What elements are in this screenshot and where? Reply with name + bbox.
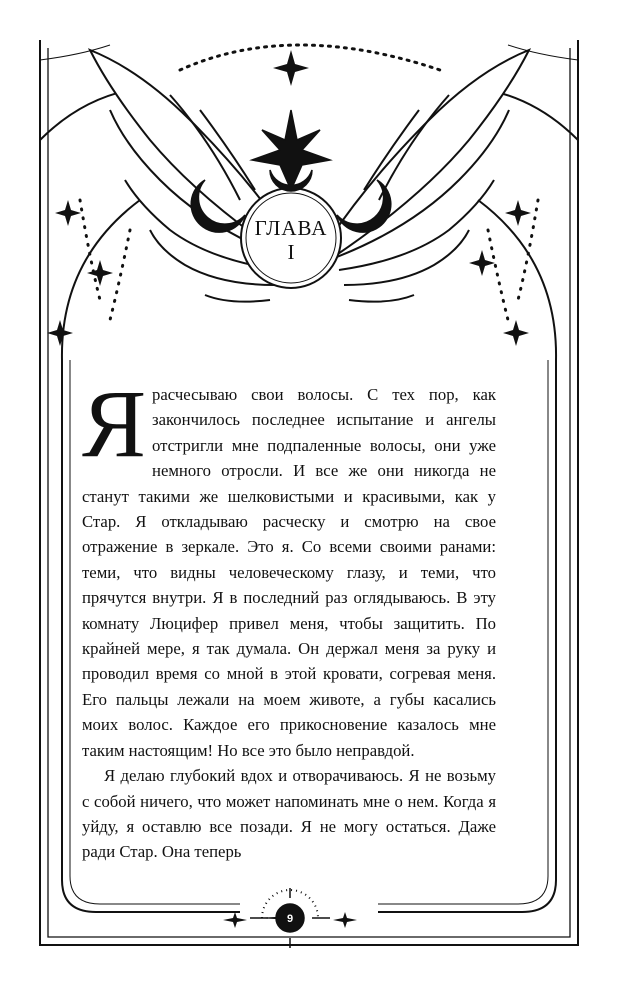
chapter-number: I bbox=[287, 240, 295, 264]
chapter-body bbox=[82, 370, 496, 865]
chapter-heading bbox=[243, 208, 339, 268]
page-number: 9 bbox=[286, 913, 294, 925]
right-wing-icon bbox=[329, 50, 529, 302]
chapter-word: ГЛАВА bbox=[254, 216, 328, 240]
drop-cap: Я bbox=[82, 370, 147, 477]
paragraph-1 bbox=[82, 370, 496, 763]
paragraph-1-text: расчесываю свои волосы. С тех пор, как закончилось последнее испытание и ангелы отстригли мне подпаленные волосы, они уже немного отросли. И все же они никогда не станут такими же шелковистыми и красивыми, как у Стар. Я откладываю расческу и смотрю на свое отражение в зеркале. Это я. Со всеми своими ранами: теми, что видны человеческому глазу, и теми, что прячутся внутри. Я в последний раз оглядываюсь. В эту комнату Люцифер привел меня, чтобы защитить. По крайней мере, я так думала. Он держал меня за руку и проводил время со мной в этой кровати, согревая меня. Его пальцы лежали на моем животе, а губы касались моих волос. Каждое его прикосновение казалось мне таким настоящим! Но все это было неправдой. bbox=[82, 385, 496, 760]
paragraph-2: Я делаю глубокий вдох и отворачиваюсь. Я не возьму с собой ничего, что может напоминать мне о нем. Когда я уйду, я оставлю все позади. Я не могу остаться. Даже ради Стар. Она теперь bbox=[82, 766, 496, 862]
